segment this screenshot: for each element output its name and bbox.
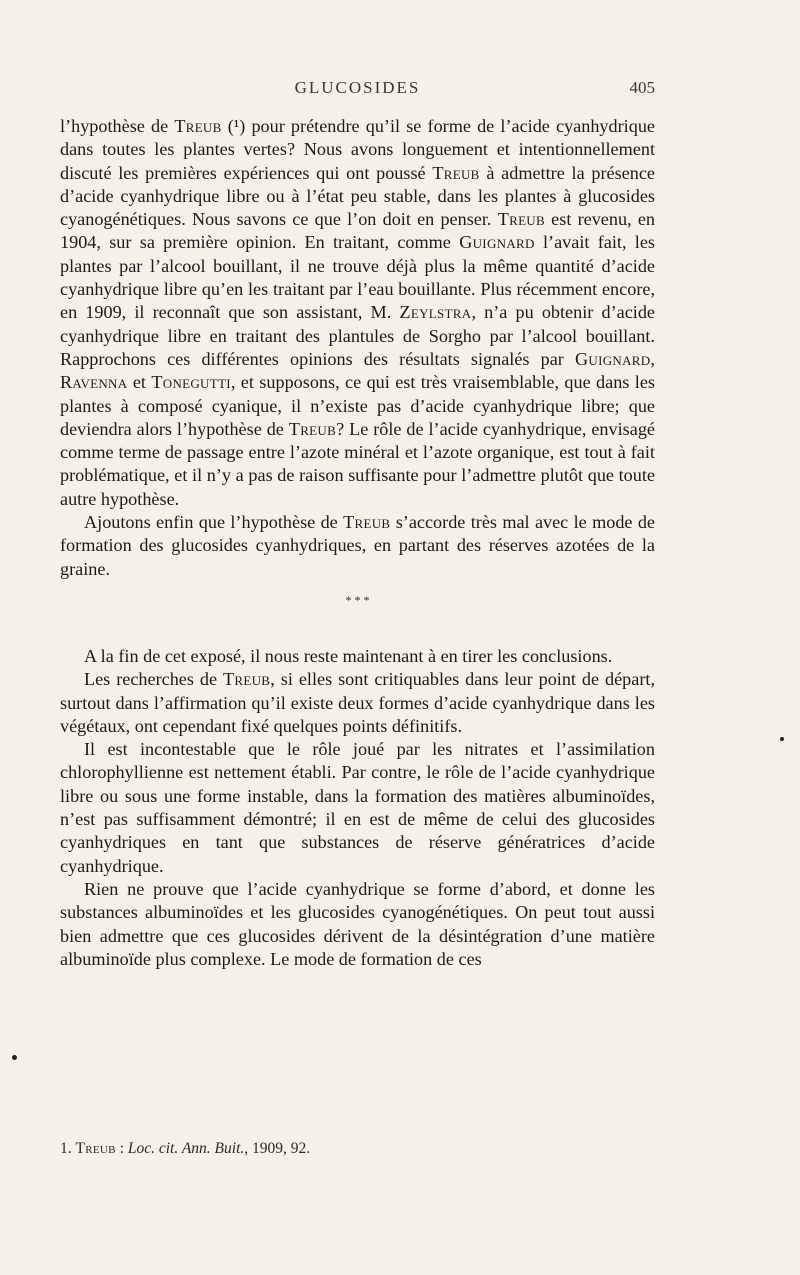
running-title: GLUCOSIDES: [294, 78, 421, 97]
paragraph-5: Il est incontestable que le rôle joué par les nitrates et l’assimilation chlorophyllienne est nettement établi. Par contre, le rôle de l’acide cyanhydrique libre ou sous une forme instable, dans la formation des matières albuminoïdes, n’est pas suffisamment démontré; il en est de même de celui des glucosides cyanhydriques en tant que substances de réserve génératrices d’acide cyanhydrique.: [60, 739, 655, 876]
page-number: 405: [629, 78, 655, 97]
ink-speck: [780, 737, 784, 741]
section-separator: * * *: [345, 592, 370, 607]
paragraph-4: Les recherches de Treub, si elles sont critiquables dans leur point de départ, surtout dans l’affirmation qu’il existe deux formes d’acide cyanhydrique dans les végétaux, ont cependant fixé quelques points définitifs.: [60, 669, 656, 736]
paragraph-3: A la fin de cet exposé, il nous reste maintenant à en tirer les conclusions.: [84, 645, 613, 666]
paragraph-6: Rien ne prouve que l’acide cyanhydrique se forme d’abord, et donne les substances albuminoïdes et les glucosides cyanogénétiques. On peut tout aussi bien admettre que ces glucosides dérivent de la désintégration d’une matière albuminoïde plus complexe. Le mode de formation de ces: [60, 878, 655, 969]
paragraph-2: Ajoutons enfin que l’hypothèse de Treub s’accorde très mal avec le mode de formation des glucosides cyanhydriques, en partant des réserves azotées de la graine.: [60, 512, 655, 579]
running-head: [60, 78, 655, 102]
ink-speck: [12, 1055, 17, 1060]
body-text: [60, 115, 655, 971]
paragraph-1: l’hypothèse de Treub (¹) pour prétendre qu’il se forme de l’acide cyanhydrique dans toutes les plantes vertes? Nous avons longuement et intentionnellement discuté les premières expériences qui ont poussé Treub à admettre la présence d’acide cyanhydrique libre ou à l’état peu stable, dans les plantes à glucosides cyanogénétiques. Nous savons ce que l’on doit en penser. Treub est revenu, en 1904, sur sa première opinion. En traitant, comme Guignard l’avait fait, les plantes par l’alcool bouillant, il ne trouve déjà plus la même quantité d’acide cyanhydrique libre qu’en les traitant par l’eau bouillante. Plus récemment encore, en 1909, il reconnaît que son assistant, M. Zeylstra, n’a pu obtenir d’acide cyanhydrique libre en traitant des plantules de Sorgho par l’alcool bouillant. Rapprochons ces différentes opinions des résultats signalés par Guignard, Ravenna et Tonegutti, et supposons, ce qui est très vraisemblable, que dans les plantes à composé cyanique, il n’existe pas d’acide cyanhydrique libre; que deviendra alors l’hypothèse de Treub? Le rôle de l’acide cyanhydrique, envisagé comme terme de passage entre l’azote minéral et l’azote organique, est tout à fait problématique, et il n’y a pas de raison suffisante pour l’admettre plutôt que toute autre hypothèse.: [60, 116, 655, 509]
footnote: 1. Treub : Loc. cit. Ann. Buit., 1909, 92.: [60, 1140, 311, 1157]
